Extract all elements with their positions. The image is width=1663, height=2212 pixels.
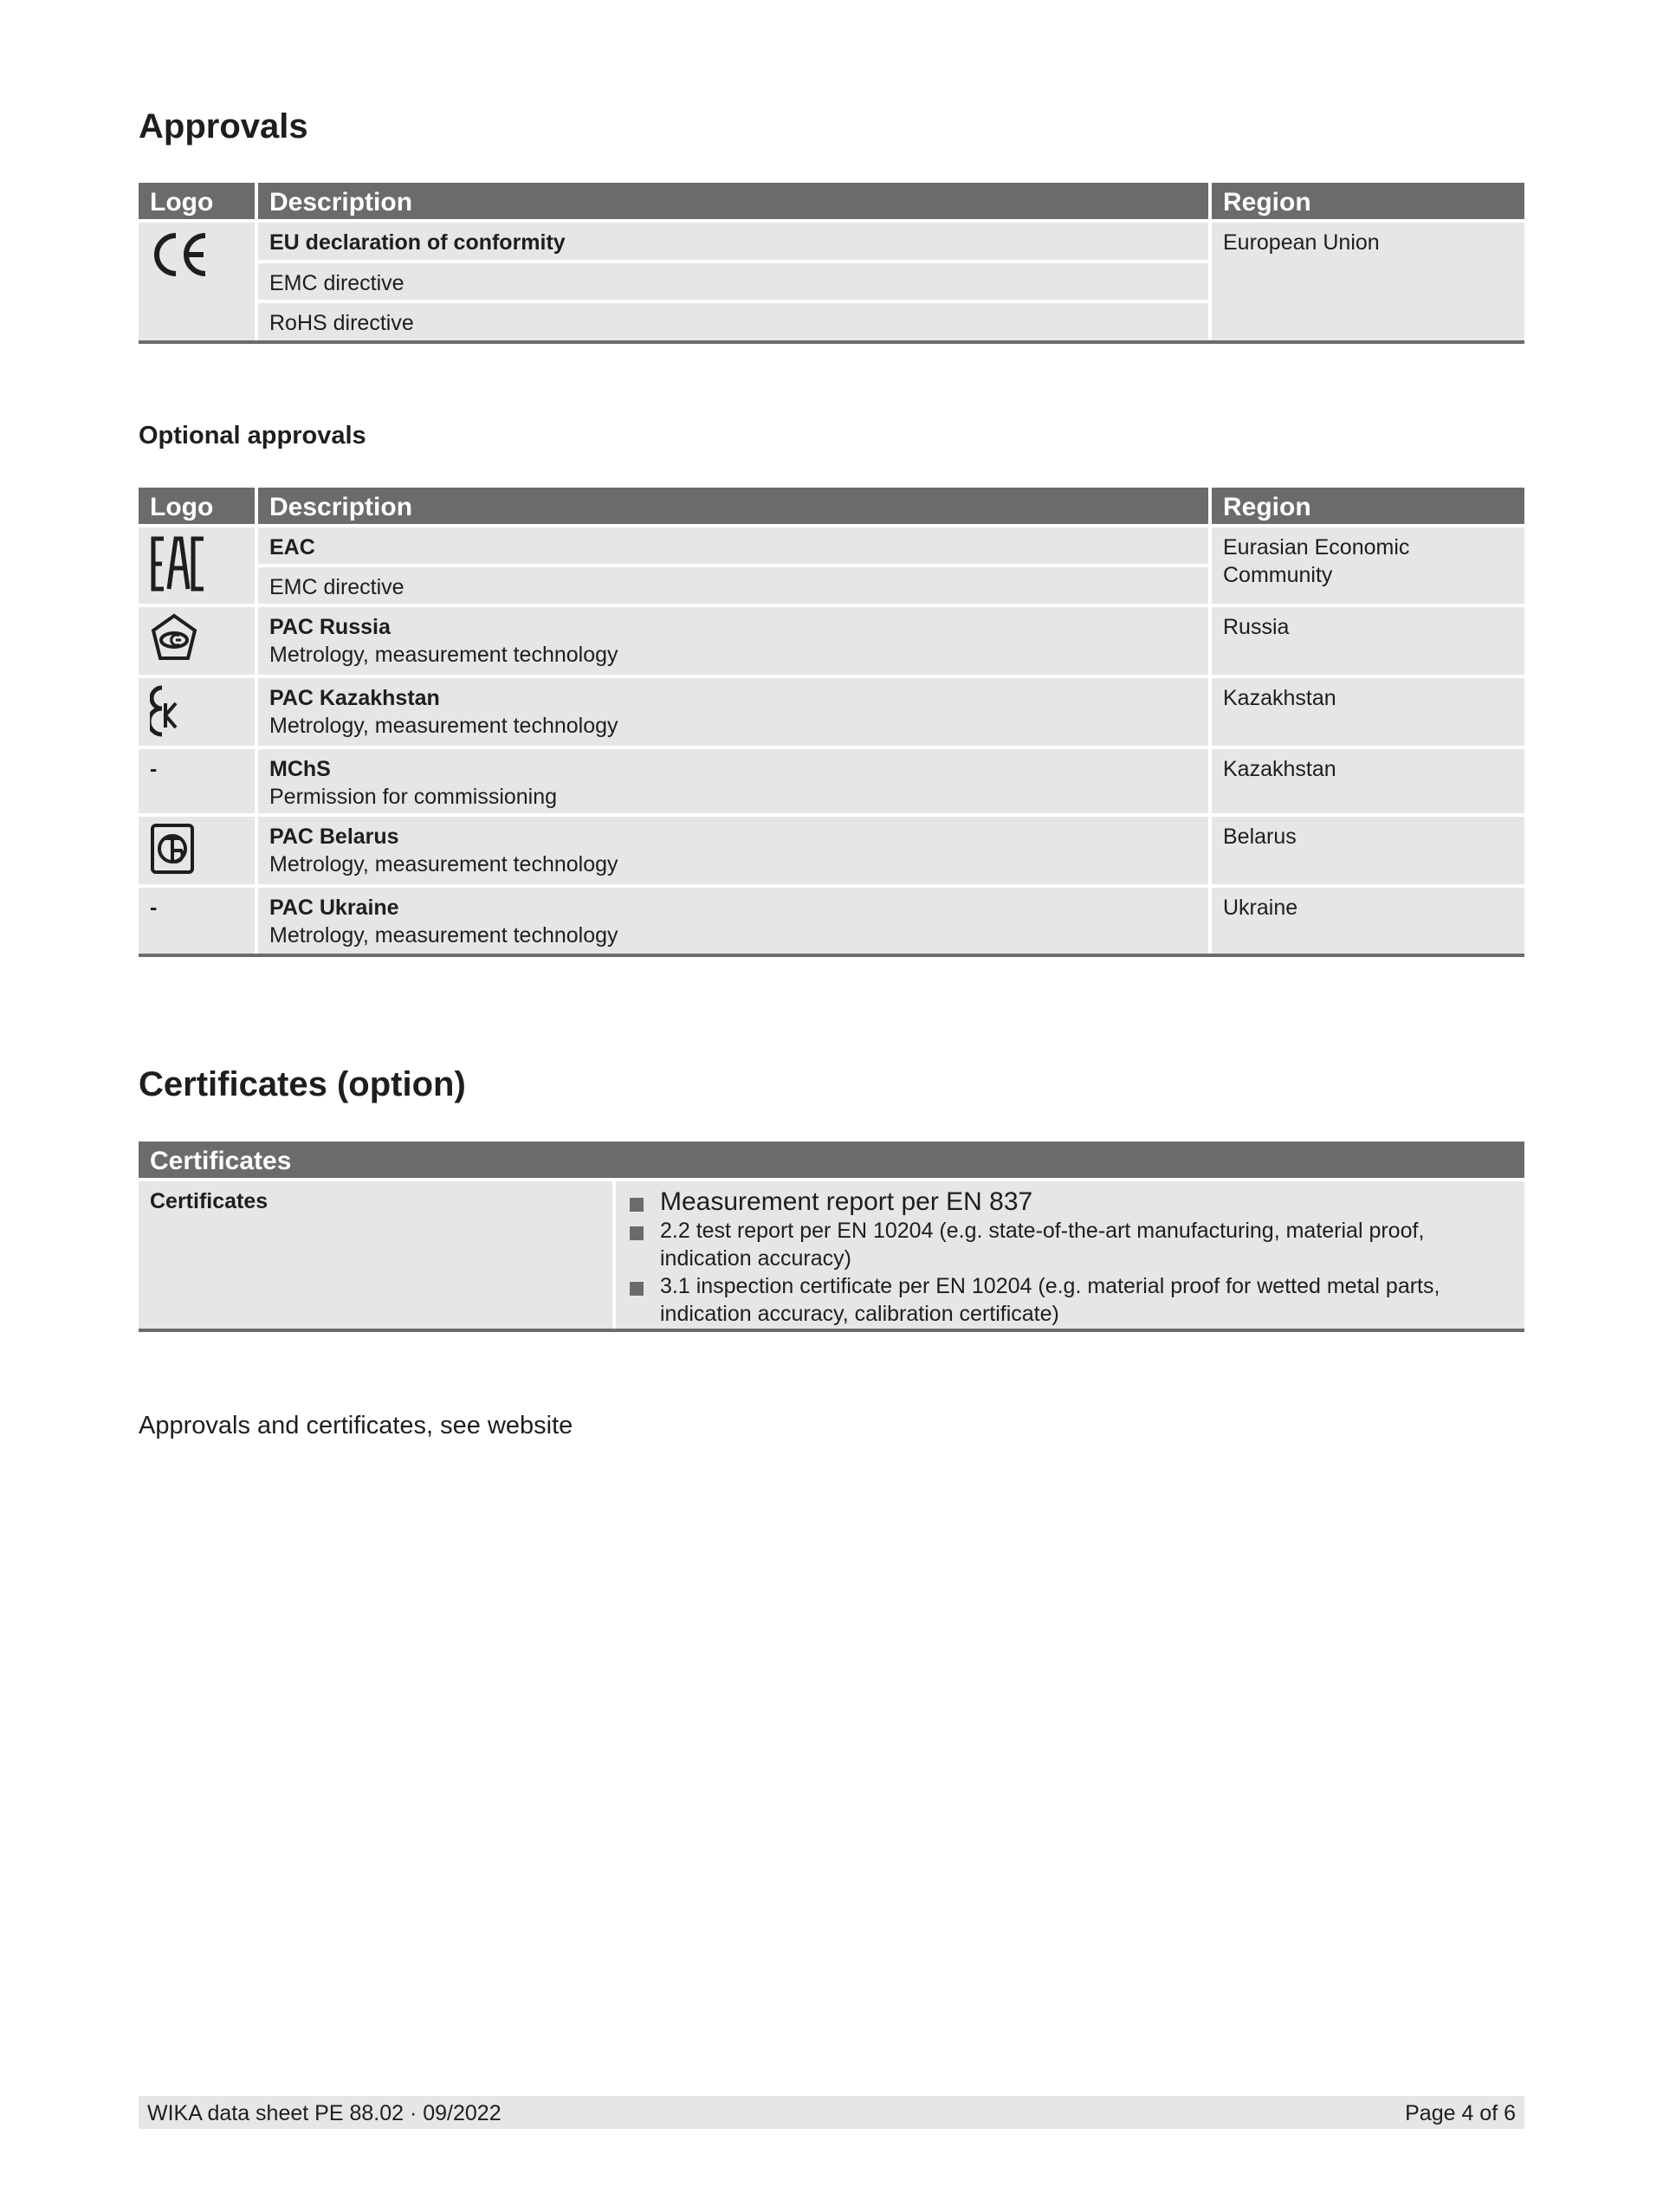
- approval-name: PAC Kazakhstan: [269, 686, 440, 710]
- header-region: Region: [1208, 183, 1524, 219]
- pac-belarus-icon: [150, 823, 243, 882]
- approval-name: MChS: [269, 757, 331, 781]
- header-region: Region: [1208, 488, 1524, 524]
- logo-cell: [139, 219, 255, 340]
- approval-detail: Metrology, measurement technology: [269, 643, 618, 667]
- description-cell: EMC directive: [255, 564, 1208, 604]
- description-cell: EMC directive: [255, 260, 1208, 301]
- certificates-list: [630, 1187, 1513, 1328]
- bullet-square-icon: [630, 1226, 644, 1240]
- footer: [139, 2096, 1524, 2129]
- list-item-text: 2.2 test report per EN 10204 (e.g. state-of-the-art manufacturing, material proof, indication accuracy): [660, 1219, 1425, 1271]
- approval-detail: Metrology, measurement technology: [269, 923, 618, 948]
- header-logo: Logo: [139, 183, 255, 219]
- website-note: Approvals and certificates, see website: [139, 1412, 573, 1439]
- region-cell: Eurasian Economic Community: [1208, 524, 1524, 604]
- logo-cell: [139, 604, 255, 675]
- certificates-title: Certificates (option): [139, 1065, 466, 1103]
- region-cell: Kazakhstan: [1208, 675, 1524, 746]
- header-logo: Logo: [139, 488, 255, 524]
- logo-cell: [139, 813, 255, 884]
- ce-mark-icon: [150, 229, 243, 288]
- description-cell: [255, 675, 1208, 746]
- approval-name: PAC Ukraine: [269, 896, 399, 920]
- description-cell: EAC: [255, 524, 1208, 564]
- optional-approvals-table: [139, 488, 1524, 957]
- region-cell: Kazakhstan: [1208, 746, 1524, 813]
- pac-kazakhstan-icon: [150, 684, 243, 745]
- optional-approvals-title: Optional approvals: [139, 422, 366, 450]
- certificates-list-cell: [612, 1178, 1524, 1329]
- description-cell: [255, 813, 1208, 884]
- approvals-table: [139, 183, 1524, 344]
- certificates-table: [139, 1142, 1524, 1332]
- pac-russia-icon: [150, 613, 243, 670]
- list-item: [630, 1217, 1513, 1272]
- footer-datasheet-ref: WIKA data sheet PE 88.02 · 09/2022: [147, 2101, 501, 2125]
- logo-cell: -: [139, 746, 255, 813]
- region-cell: Russia: [1208, 604, 1524, 675]
- region-cell: Belarus: [1208, 813, 1524, 884]
- list-item: [630, 1272, 1513, 1328]
- approval-detail: Permission for commissioning: [269, 785, 558, 809]
- eac-mark-icon: [150, 534, 243, 601]
- region-cell: Ukraine: [1208, 884, 1524, 954]
- header-description: Description: [255, 183, 1208, 219]
- certificates-row-label: Certificates: [139, 1178, 612, 1329]
- logo-cell: [139, 524, 255, 604]
- certificates-header: Certificates: [139, 1142, 1524, 1178]
- logo-cell: -: [139, 884, 255, 954]
- region-cell: European Union: [1208, 219, 1524, 340]
- footer-page-number: Page 4 of 6: [1405, 2101, 1516, 2125]
- description-cell: [255, 604, 1208, 675]
- bullet-square-icon: [630, 1198, 644, 1212]
- approval-name: PAC Belarus: [269, 825, 399, 849]
- approvals-title: Approvals: [139, 107, 308, 146]
- logo-cell: [139, 675, 255, 746]
- approval-detail: Metrology, measurement technology: [269, 852, 618, 876]
- description-cell: RoHS directive: [255, 300, 1208, 340]
- list-item-text: 3.1 inspection certificate per EN 10204 (e.g. material proof for wetted metal parts, indication accuracy, calibration certificate): [660, 1274, 1440, 1326]
- bullet-square-icon: [630, 1282, 644, 1296]
- approval-detail: Metrology, measurement technology: [269, 714, 618, 738]
- list-item: [630, 1187, 1513, 1217]
- description-cell: [255, 746, 1208, 813]
- description-cell: EU declaration of conformity: [255, 219, 1208, 260]
- approval-name: PAC Russia: [269, 615, 391, 639]
- description-cell: [255, 884, 1208, 954]
- list-item-text: Measurement report per EN 837: [660, 1187, 1033, 1216]
- header-description: Description: [255, 488, 1208, 524]
